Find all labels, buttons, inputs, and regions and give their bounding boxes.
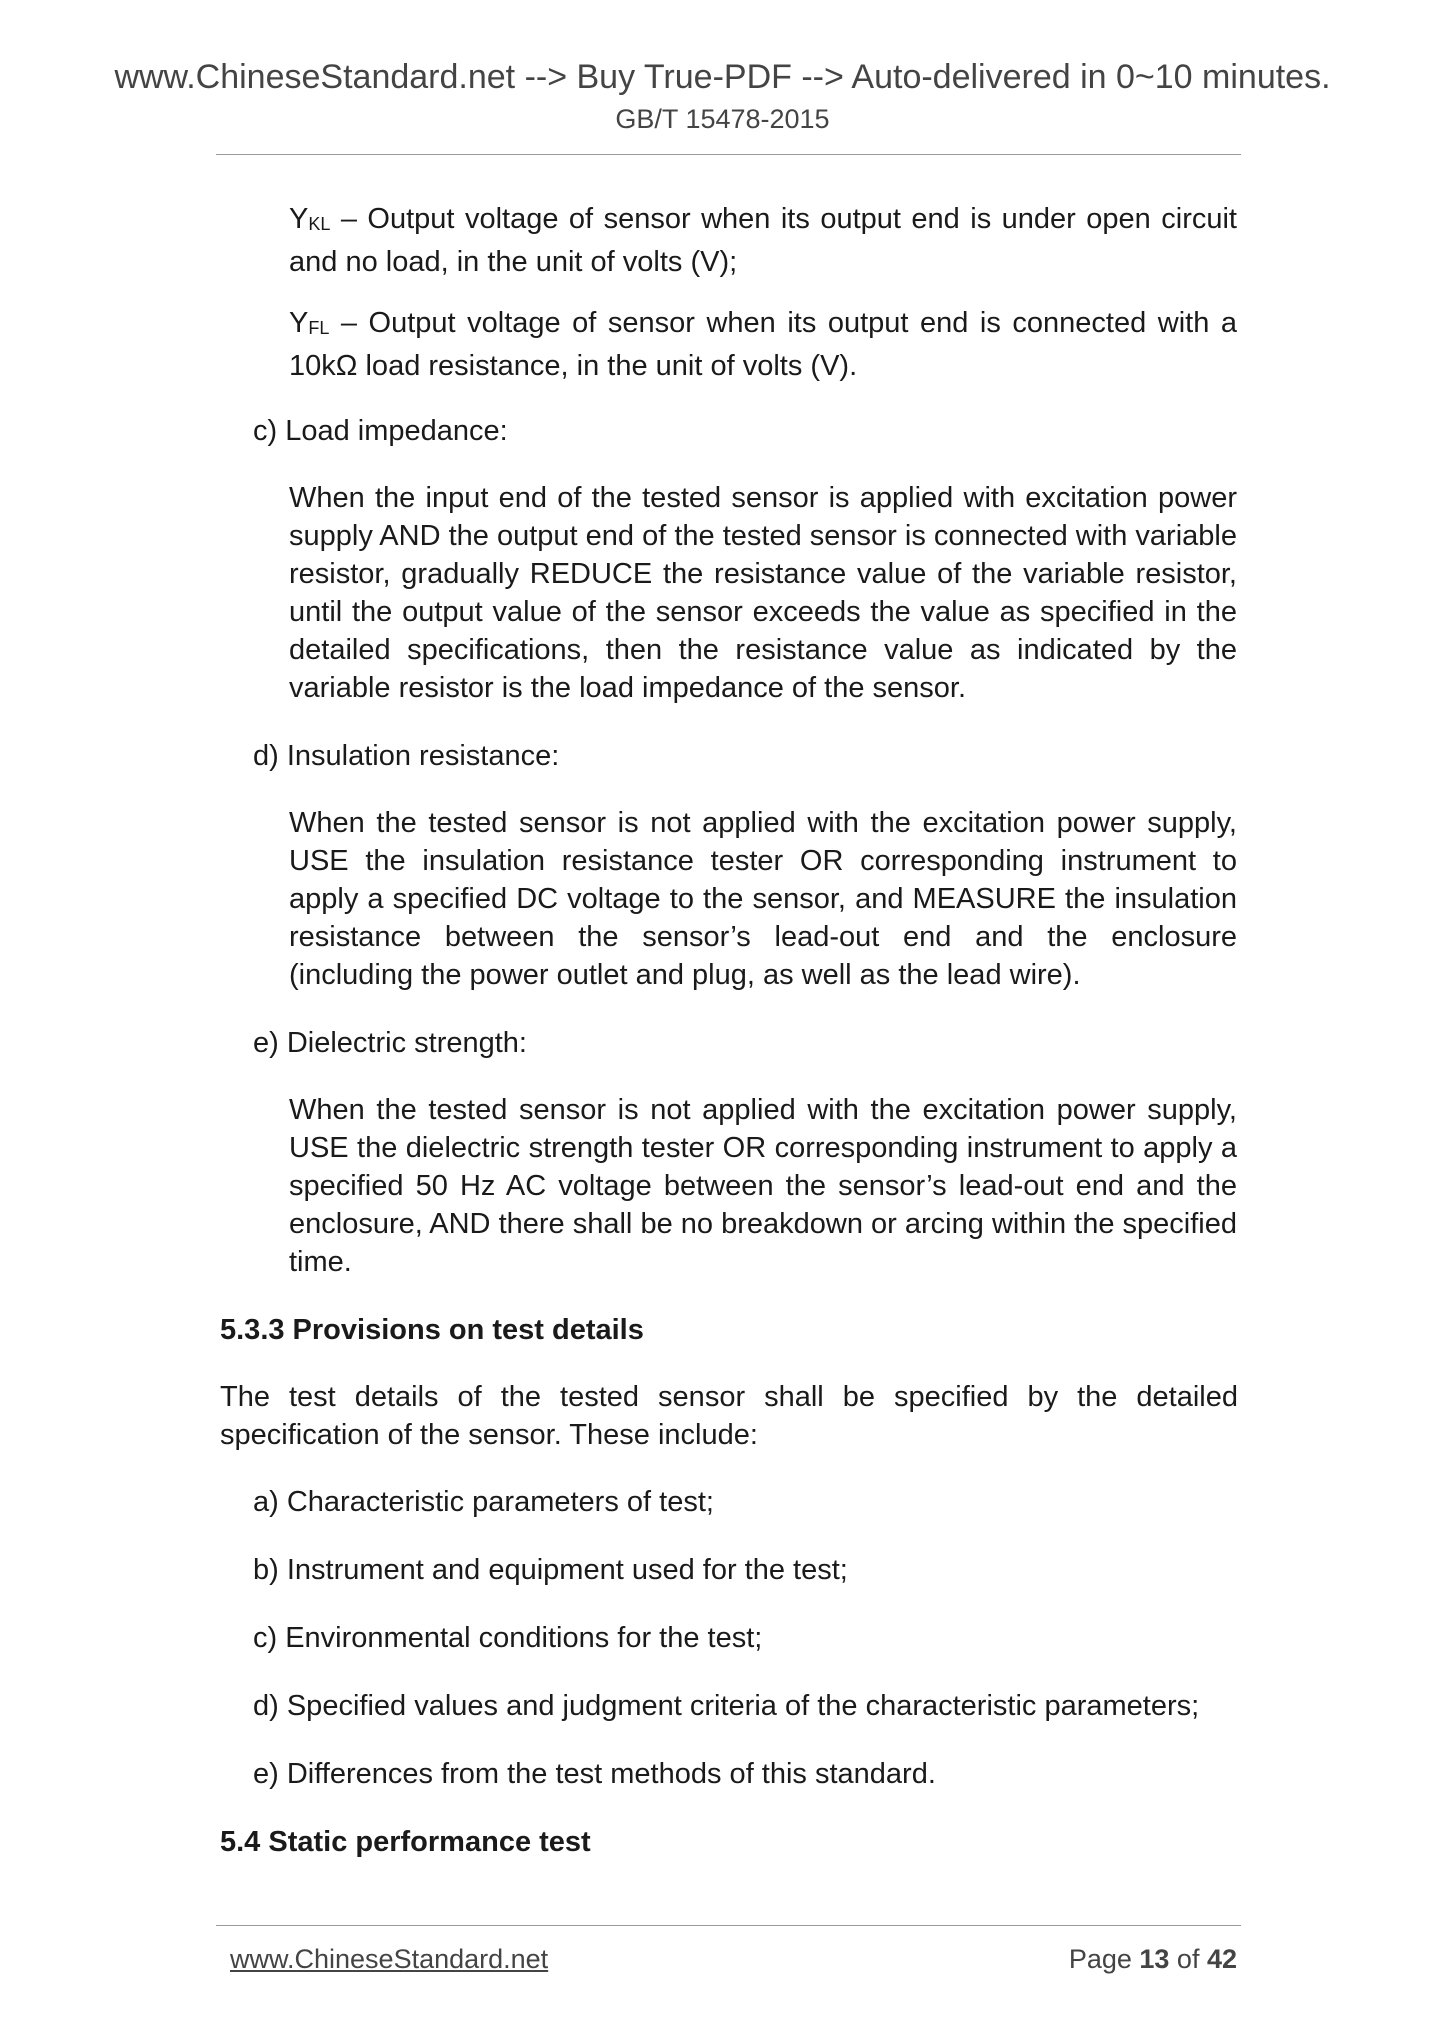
yfl-symbol: Y <box>289 307 309 339</box>
standard-number: GB/T 15478-2015 <box>615 104 830 134</box>
yfl-text: – Output voltage of sensor when its output end is connected with a 10kΩ load resistance, in the unit of volts (V). <box>289 307 1237 382</box>
item-c-text: When the input end of the tested sensor is applied with excitation power supply AND the output end of the tested sensor is connected with variable resistor, gradually REDUCE the resistance value of the variable resistor, until the output value of the sensor exceeds the value as specified in the detailed specifications, then the resistance value as indicated by the variable resistor is the load impedance of the sensor. <box>289 482 1237 704</box>
header-divider <box>216 154 1241 155</box>
list-item: c) Environmental conditions for the test; <box>253 1622 763 1654</box>
definition-yfl <box>289 304 1237 385</box>
definition-ykl <box>289 200 1237 281</box>
page-of: of <box>1169 1944 1207 1974</box>
section-heading-5-3-3: 5.3.3 Provisions on test details <box>220 1314 644 1346</box>
list-item: e) Differences from the test methods of this standard. <box>253 1758 936 1790</box>
header-banner: www.ChineseStandard.net --> Buy True-PDF --> Auto-delivered in 0~10 minutes. <box>114 58 1331 96</box>
ykl-symbol: Y <box>289 203 309 235</box>
item-e-text: When the tested sensor is not applied with the excitation power supply, USE the dielectric strength tester OR corresponding instrument to apply a specified 50 Hz AC voltage between the sensor’s lead-out end and the enclosure, AND there shall be no breakdown or arcing within the specified time. <box>289 1094 1237 1278</box>
footer-link[interactable]: www.ChineseStandard.net <box>230 1944 549 1974</box>
item-d-label: d) Insulation resistance: <box>253 740 560 772</box>
list-item: d) Specified values and judgment criteria of the characteristic parameters; <box>253 1690 1200 1722</box>
item-d-text: When the tested sensor is not applied with the excitation power supply, USE the insulation resistance tester OR corresponding instrument to apply a specified DC voltage to the sensor, and MEASURE the insulation resistance between the sensor’s lead-out end and the enclosure (including the power outlet and plug, as well as the lead wire). <box>289 807 1237 991</box>
footer-divider <box>216 1925 1241 1926</box>
page-prefix: Page <box>1068 1944 1140 1974</box>
item-c-label: c) Load impedance: <box>253 415 508 447</box>
page-number <box>1069 1944 1237 1975</box>
total-pages: 42 <box>1206 1944 1237 1974</box>
current-page: 13 <box>1139 1944 1170 1974</box>
item-e-label: e) Dielectric strength: <box>253 1027 527 1059</box>
list-item: a) Characteristic parameters of test; <box>253 1486 714 1518</box>
section-intro: The test details of the tested sensor shall be specified by the detailed specification of the sensor. These include: <box>220 1381 1238 1451</box>
yfl-subscript: FL <box>308 318 330 338</box>
ykl-subscript: KL <box>308 214 331 234</box>
list-item: b) Instrument and equipment used for the test; <box>253 1554 848 1586</box>
section-heading-5-4: 5.4 Static performance test <box>220 1826 591 1858</box>
ykl-text: – Output voltage of sensor when its output end is under open circuit and no load, in the unit of volts (V); <box>289 203 1237 278</box>
